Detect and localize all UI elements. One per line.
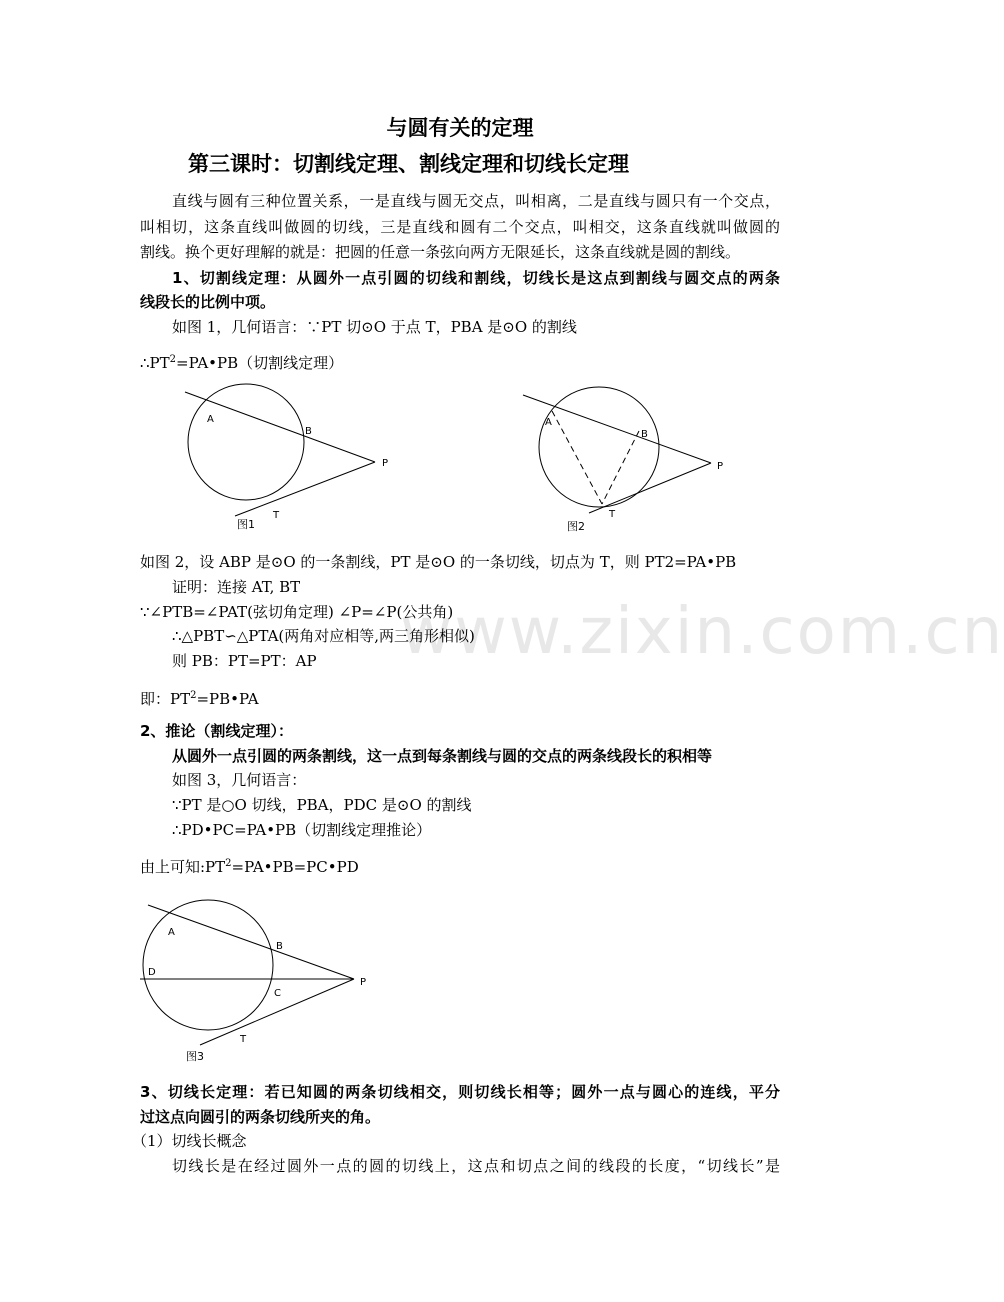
fig3-label-p: P	[360, 977, 367, 988]
fig1-label-b: B	[305, 426, 312, 437]
fig3-label-c: C	[274, 988, 281, 999]
fig2-chord-bt	[602, 431, 639, 504]
fig2-chord-at	[552, 411, 602, 504]
fig1-label-a: A	[207, 414, 214, 425]
fig2-caption: 图2	[567, 520, 585, 533]
section3-sub-1: （1）切线长概念	[132, 1132, 247, 1150]
proof-line-5: 则 PB：PT=PT：AP	[172, 652, 317, 670]
fig1-caption: 图1	[237, 518, 255, 531]
fig2-tangent	[589, 463, 711, 513]
proof-line-6: 即：$PT^2=PB•PA$	[140, 690, 259, 708]
figure-2	[515, 385, 735, 540]
fig2-label-p: P	[717, 461, 724, 472]
section2-geo-2: ∵PT 是○O 切线，PBA，PDC 是⊙O 的割线	[172, 796, 472, 814]
proof-line-2: 证明：连接 AT, BT	[172, 578, 301, 596]
fig2-label-t: T	[609, 509, 616, 520]
section3-heading-line1: 3、切线长定理：若已知圆的两条切线相交，则切线长相等；圆外一点与圆心的连线，平分	[140, 1083, 780, 1101]
proof-line-1: 如图 2，设 ABP 是⊙O 的一条割线，PT 是⊙O 的一条切线，切点为 T，则 PT2=PA•PB	[140, 553, 737, 571]
fig2-label-b: B	[641, 429, 648, 440]
intro-line-1: 直线与圆有三种位置关系，一是直线与圆无交点，叫相离，二是直线与圆只有一个交点，	[172, 192, 780, 210]
fig3-label-b: B	[276, 941, 283, 952]
fig1-label-p: P	[382, 458, 389, 469]
fig2-circle	[539, 387, 659, 507]
section1-geometry-language: 如图 1，几何语言：∵PT 切⊙O 于点 T，PBA 是⊙O 的割线	[172, 318, 577, 336]
section1-heading-line2: 线段长的比例中项。	[140, 293, 276, 311]
intro-line-3: 割线。换个更好理解的就是：把圆的任意一条弦向两方无限延长，这条直线就是圆的割线。	[140, 243, 741, 261]
section2-geo-1: 如图 3，几何语言：	[172, 771, 307, 789]
page-title: 与圆有关的定理	[386, 116, 534, 140]
section3-text-1: 切线长是在经过圆外一点的圆的切线上，这点和切点之间的线段的长度，“切线长”是	[172, 1157, 780, 1175]
section1-conclusion: $\therefore PT^2=PA•PB$（切割线定理）	[140, 354, 344, 372]
section2-heading: 2、推论（割线定理）：	[140, 722, 293, 740]
proof-line-3: ∵∠PTB=∠PAT(弦切角定理) ∠P=∠P(公共角)	[140, 603, 454, 621]
section2-summary: 由上可知$:PT^2=PA•PB=PC•PD$	[140, 858, 359, 876]
fig3-label-d: D	[148, 967, 156, 978]
fig1-label-t: T	[273, 510, 280, 521]
fig1-circle	[188, 384, 304, 500]
watermark: www.zixin.com.cn	[400, 595, 1004, 669]
fig1-secant	[185, 392, 375, 462]
fig3-label-t: T	[240, 1034, 247, 1045]
intro-line-2: 叫相切，这条直线叫做圆的切线，三是直线和圆有二个交点，叫相交，这条直线就叫做圆的	[140, 218, 780, 236]
section3-heading-line2: 过这点向圆引的两条切线所夹的角。	[140, 1108, 381, 1126]
fig3-caption: 图3	[186, 1050, 204, 1063]
section1-heading-line1: 1、切割线定理：从圆外一点引圆的切线和割线，切线长是这点到割线与圆交点的两条	[172, 269, 780, 287]
fig3-circle	[143, 900, 273, 1030]
figure-1	[175, 380, 395, 540]
section2-statement: 从圆外一点引圆的两条割线，这一点到每条割线与圆的交点的两条线段长的积相等	[172, 747, 713, 765]
fig3-label-a: A	[168, 927, 175, 938]
page-subtitle: 第三课时：切割线定理、割线定理和切线长定理	[188, 152, 629, 176]
proof-line-4: ∴△PBT∽△PTA(两角对应相等,两三角形相似)	[172, 627, 475, 645]
fig2-label-a: A	[545, 417, 552, 428]
fig2-secant	[523, 395, 711, 463]
fig1-tangent	[235, 462, 375, 516]
section2-geo-3: ∴PD•PC=PA•PB（切割线定理推论）	[172, 821, 432, 839]
figure-3	[138, 895, 378, 1070]
